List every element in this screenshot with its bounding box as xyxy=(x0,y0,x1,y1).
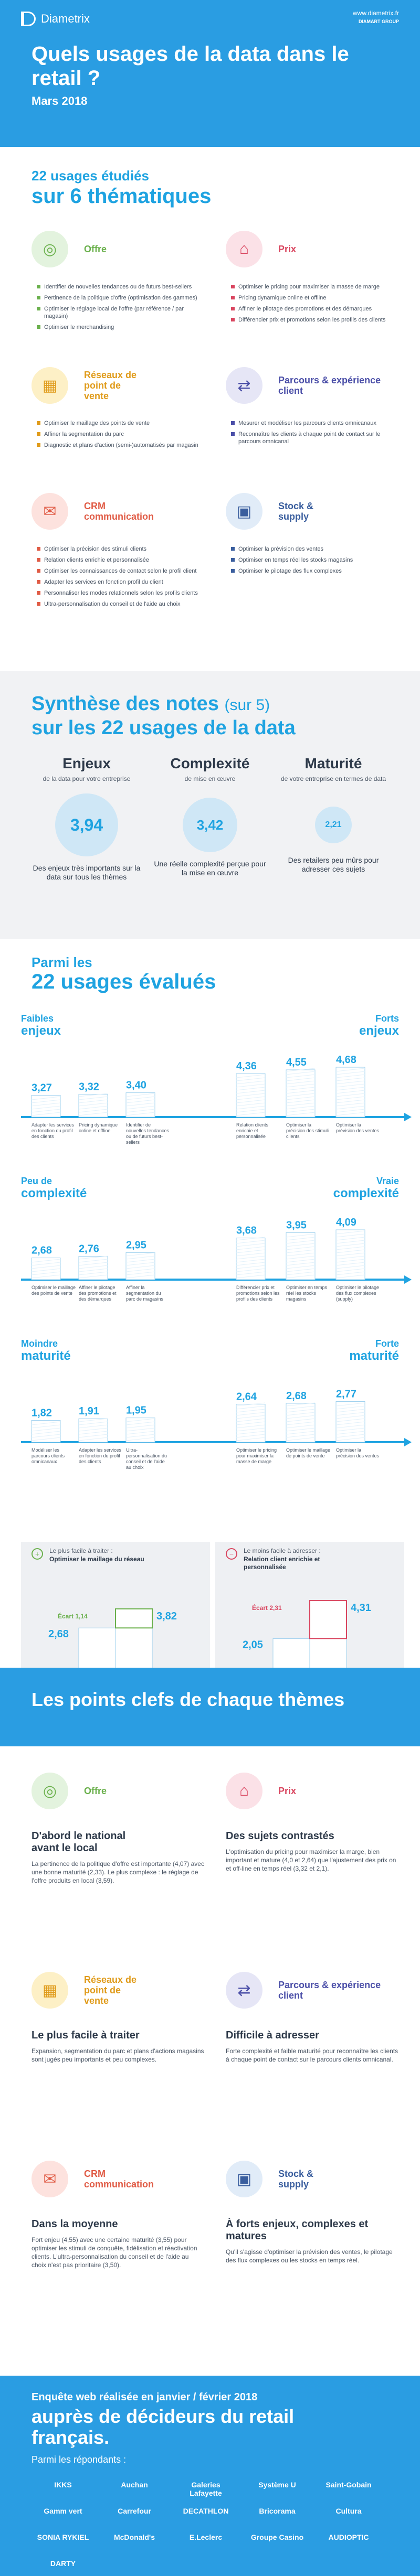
bar-label xyxy=(286,1122,331,1159)
brand-logo: E.Leclerc xyxy=(189,2533,223,2541)
bar-value: 3,95 xyxy=(286,1219,307,1231)
synthese-title-a: Synthèse des notes xyxy=(32,693,219,715)
maturite-bar xyxy=(79,1628,116,1673)
list-item: Diagnostic et plans d'action (semi-)automatisés par magasin xyxy=(37,442,200,449)
kp-parcours xyxy=(226,1972,399,2064)
evalues-title-small: Parmi les xyxy=(32,954,92,970)
list-item: Pertinence de la politique d'offre (optimisation des gammes) xyxy=(37,294,200,302)
usage-bar xyxy=(286,1070,315,1117)
usage-bar xyxy=(126,1093,155,1117)
list-item: Mesurer et modéliser les parcours clients omnicanaux xyxy=(231,420,394,427)
synthese-maturite xyxy=(276,755,391,874)
bar-label xyxy=(32,1285,76,1322)
usages-title-small: 22 usages étudiés xyxy=(32,168,149,184)
bar-value: 1,91 xyxy=(79,1405,99,1418)
target-icon: ◎ xyxy=(32,1773,68,1809)
bar-label xyxy=(336,1285,381,1322)
bar-value: 2,64 xyxy=(236,1391,257,1403)
axis-label-high: Forte maturité xyxy=(349,1338,399,1363)
brand-logo: SONIA RYKIEL xyxy=(37,2533,89,2541)
brand-logo: Auchan xyxy=(121,2481,148,2489)
usages-evalues-section xyxy=(0,939,420,1631)
minus-icon: − xyxy=(226,1548,237,1560)
syn-value: 2,21 xyxy=(315,807,352,843)
list-item: Optimiser le pricing pour maximiser la masse de marge xyxy=(231,283,394,291)
list-item: Reconnaître les clients à chaque point de contact sur le parcours omnicanal xyxy=(231,431,394,445)
list-item: Relation clients enrichie et personnalisée xyxy=(37,556,200,564)
synthese-complexite xyxy=(152,755,268,877)
maturite-value: 2,05 xyxy=(243,1639,263,1651)
bar-label xyxy=(126,1447,171,1484)
bar-label xyxy=(79,1122,123,1159)
maturite-value: 2,68 xyxy=(48,1628,69,1640)
points-clefs-banner xyxy=(0,1668,420,1746)
points-clefs-section xyxy=(0,1746,420,2376)
usages-section xyxy=(0,147,420,671)
brand-logo: Bricorama xyxy=(259,2507,296,2515)
axis-label-low: Faibles enjeux xyxy=(21,1013,61,1038)
brand-logo: Groupe Casino xyxy=(250,2533,304,2541)
bar-label-text: Adapter les services en fonction du profil des clients xyxy=(32,1122,75,1139)
crm-icon: ✉ xyxy=(32,2161,68,2197)
list-item: Optimiser le maillage des points de vente xyxy=(37,420,200,427)
logo-text: Diametrix xyxy=(41,12,90,25)
bar-label xyxy=(336,1447,381,1484)
points-clefs-title: Les points clefs de chaque thèmes xyxy=(32,1689,345,1710)
bar-label-text: Affiner le pilotage des promotions et des démarques xyxy=(79,1285,117,1302)
axis-label-high: Forts enjeux xyxy=(359,1013,399,1038)
list-item: Ultra-personnalisation du conseil et de l'aide au choix xyxy=(37,600,200,608)
usage-bar-chart xyxy=(0,1337,420,1484)
brand-logo: Cultura xyxy=(335,2507,362,2515)
theme-items xyxy=(37,420,200,453)
bar-value: 4,09 xyxy=(336,1217,356,1229)
bar-value: 2,77 xyxy=(336,1388,356,1400)
brand-logo: AUDIOPTIC xyxy=(328,2533,369,2541)
brand-logo: Carrefour xyxy=(118,2507,151,2515)
kp-body: Expansion, segmentation du parc et plans d'actions magasins sont jugés peu importants et peu complexes. xyxy=(32,2047,204,2063)
bar-label-text: Optimiser le pricing pour maximiser la masse de marge xyxy=(236,1447,277,1464)
price-tag-icon: ⌂ xyxy=(226,1773,262,1809)
theme-reseaux xyxy=(32,367,205,472)
bar-label-text: Pricing dynamique online et offline xyxy=(79,1122,118,1133)
syn-value: 3,42 xyxy=(183,798,237,852)
bar-label xyxy=(236,1285,281,1322)
bar-label xyxy=(32,1447,76,1484)
brand-logo: IKKS xyxy=(54,2481,72,2489)
axis-arrow-icon xyxy=(404,1113,412,1121)
bar-value: 3,40 xyxy=(126,1079,146,1091)
kp-head: À forts enjeux, complexes et matures xyxy=(226,2218,369,2242)
bar-label xyxy=(79,1447,123,1484)
brand-logo: DECATHLON xyxy=(183,2507,229,2515)
kp-name: Stock & supply xyxy=(278,2169,314,2189)
price-tag-icon: ⌂ xyxy=(226,231,262,267)
list-item: Optimiser les connaissances de contact selon le profil client xyxy=(37,567,200,575)
list-item: Différencier prix et promotions selon les profils des clients xyxy=(231,316,394,324)
theme-offre xyxy=(32,231,205,346)
axis-arrow-icon xyxy=(404,1438,412,1446)
syn-caption: Des enjeux très importants sur la data sur tous les thèmes xyxy=(33,864,141,881)
kp-body: La pertinence de la politique d'offre est importante (4,07) avec une bonne maturité (2,33). Le plus complexe : le réglage de l'offre produits en local (3,59). xyxy=(32,1860,204,1884)
usages-title-big: sur 6 thématiques xyxy=(32,185,212,208)
header xyxy=(0,0,420,147)
target-icon: ◎ xyxy=(32,231,68,267)
theme-name: Parcours & expérience client xyxy=(278,375,381,396)
syn-title: Enjeux xyxy=(62,755,111,771)
kp-name: Offre xyxy=(84,1786,107,1796)
ecart-value: Écart 2,31 xyxy=(252,1604,282,1612)
axis-label-high: Vraie complexité xyxy=(333,1176,399,1200)
theme-name: CRM communication xyxy=(84,501,154,522)
ecart-value: Écart 1,14 xyxy=(58,1612,88,1620)
bar-label-text: Adapter les services en fonction du profil des clients xyxy=(79,1447,122,1464)
box-icon: ▣ xyxy=(226,2161,262,2197)
enquete-footer xyxy=(0,2376,420,2576)
bar-label-text: Différencier prix et promotions selon les profils des clients xyxy=(236,1285,280,1302)
theme-crm xyxy=(32,493,205,661)
kp-reseaux xyxy=(32,1972,205,2064)
enquete-line1: Enquête web réalisée en janvier / février 2018 xyxy=(32,2391,258,2403)
kp-prix xyxy=(226,1773,399,1873)
brand-logo: McDonald's xyxy=(113,2533,155,2541)
bar-label-text: Modéliser les parcours clients omnicanaux xyxy=(32,1447,65,1464)
page-title: Quels usages de la data dans le retail ? xyxy=(32,42,349,90)
bar-label xyxy=(236,1447,281,1484)
usage-bar-chart xyxy=(0,1175,420,1322)
bar-label-text: Optimiser le maillage des points de vente xyxy=(32,1285,76,1296)
bar-label-text: Optimiser le maillage de points de vente xyxy=(286,1447,331,1458)
bar-label-text: Optimiser la précision des ventes xyxy=(336,1447,380,1458)
logo[interactable] xyxy=(21,12,90,26)
theme-name: Stock & supply xyxy=(278,501,314,522)
kp-head: Le plus facile à traiter xyxy=(32,2030,140,2041)
kp-body: Qu'il s'agisse d'optimiser la prévision des ventes, le pilotage des flux complexes ou les stocks en temps réel. xyxy=(226,2248,393,2264)
bar-label-text: Ultra-personnalisation du conseil et de l'aide au choix xyxy=(126,1447,167,1470)
bar-value: 3,32 xyxy=(79,1081,99,1093)
kp-offre xyxy=(32,1773,205,1885)
kp-head: Dans la moyenne xyxy=(32,2218,118,2230)
brand-logo: Gamm vert xyxy=(44,2507,82,2515)
box-icon: ▣ xyxy=(226,493,262,530)
plus-icon: + xyxy=(32,1548,43,1560)
syn-title: Maturité xyxy=(304,755,362,771)
enquete-line3: Parmi les répondants : xyxy=(32,2454,127,2465)
syn-sub: de mise en œuvre xyxy=(184,775,236,782)
enjeux-bar xyxy=(310,1601,346,1673)
bar-label xyxy=(286,1285,331,1322)
site-url[interactable]: www.diametrix.fr xyxy=(352,9,399,17)
syn-caption: Des retailers peu mûrs pour adresser ces sujets xyxy=(288,856,379,873)
list-item: Optimiser la prévision des ventes xyxy=(231,545,394,553)
list-item: Affiner le pilotage des promotions et des démarques xyxy=(231,305,394,313)
cmp-title: Relation client enrichie et personnalisée xyxy=(244,1555,320,1571)
theme-items xyxy=(231,283,394,327)
group-logo: DIAMART GROUP xyxy=(359,19,399,24)
list-item: Optimiser le merchandising xyxy=(37,324,200,331)
theme-name: Réseaux de point de vente xyxy=(84,370,137,401)
bar-label xyxy=(286,1447,331,1484)
bar-value: 2,76 xyxy=(79,1243,99,1255)
bar-label-text: Optimiser la précision des stimuli clients xyxy=(286,1122,329,1139)
theme-name: Offre xyxy=(84,244,107,254)
axis-arrow-icon xyxy=(404,1275,412,1284)
kp-name: Prix xyxy=(278,1786,297,1796)
evalues-title-big: 22 usages évalués xyxy=(32,970,216,993)
list-item: Optimiser la précision des stimuli clients xyxy=(37,545,200,553)
kp-head: Difficile à adresser xyxy=(226,2030,319,2041)
bar-label-text: Affiner la segmentation du parc de magasins xyxy=(126,1285,164,1302)
store-icon: ▦ xyxy=(32,1972,68,2009)
bar-value: 2,68 xyxy=(286,1390,307,1402)
syn-value: 3,94 xyxy=(55,793,118,856)
kp-head: Des sujets contrastés xyxy=(226,1830,334,1842)
list-item: Optimiser le pilotage des flux complexes xyxy=(231,567,394,575)
syn-title: Complexité xyxy=(170,755,250,771)
axis-label-low: Moindre maturité xyxy=(21,1338,71,1363)
store-icon: ▦ xyxy=(32,367,68,404)
kp-crm xyxy=(32,2161,205,2269)
theme-name: Prix xyxy=(278,244,297,254)
kp-name: CRM communication xyxy=(84,2169,154,2189)
bar-label-text: Optimiser le pilotage des flux complexes (supply) xyxy=(336,1285,380,1302)
kp-head: D'abord le national avant le local xyxy=(32,1830,126,1854)
theme-items xyxy=(231,420,394,449)
bar-value: 4,36 xyxy=(236,1060,257,1072)
kp-body: Fort enjeu (4,55) avec une certaine maturité (3,55) pour optimiser les stimuli de conquête, fidélisation et réactivation clients. L'ultra-personnalisation du conseil et de l'aide au choix n'est pas prioritaire (3,50). xyxy=(32,2236,197,2269)
kp-body: Forte complexité et faible maturité pour reconnaître les clients à chaque point de contact sur le parcours clients omnicanal. xyxy=(226,2047,398,2063)
list-item: Affiner la segmentation du parc xyxy=(37,431,200,438)
diametrix-logo-icon xyxy=(21,12,36,26)
axis-label-low: Peu de complexité xyxy=(21,1176,87,1200)
brand-logo: Système U xyxy=(258,2481,296,2489)
syn-caption: Une réelle complexité perçue pour la mise en œuvre xyxy=(154,860,266,877)
usage-bar xyxy=(126,1418,155,1442)
bar-value: 2,95 xyxy=(126,1239,146,1251)
bar-value: 2,68 xyxy=(32,1244,52,1257)
theme-stock xyxy=(226,493,399,608)
bar-value: 1,82 xyxy=(32,1407,52,1419)
bar-value: 4,55 xyxy=(286,1056,307,1068)
kp-stock xyxy=(226,2161,399,2264)
cmp-title: Optimiser le maillage du réseau xyxy=(49,1555,144,1563)
bar-value: 3,68 xyxy=(236,1225,257,1237)
synthese-title-b: sur les 22 usages de la data xyxy=(32,717,296,739)
bar-value: 3,27 xyxy=(32,1082,52,1094)
theme-items xyxy=(37,545,200,611)
theme-items xyxy=(231,545,394,578)
brand-logo: Saint-Gobain xyxy=(326,2481,372,2489)
synthese-title-a-small: (sur 5) xyxy=(224,696,270,714)
enjeux-bar xyxy=(116,1609,152,1673)
journey-icon: ⇄ xyxy=(226,1972,262,2009)
bar-value: 1,95 xyxy=(126,1404,146,1416)
list-item: Adapter les services en fonction profil du client xyxy=(37,578,200,586)
crm-icon: ✉ xyxy=(32,493,68,530)
theme-items xyxy=(37,283,200,335)
enquete-line2: auprès de décideurs du retail français. xyxy=(32,2406,295,2448)
list-item: Optimiser le réglage local de l'offre (par référence / par magasin) xyxy=(37,305,200,320)
bar-label-text: Optimiser en temps réel les stocks magasins xyxy=(286,1285,328,1302)
synthese-enjeux xyxy=(29,755,144,882)
bar-label xyxy=(32,1122,76,1159)
usage-bar xyxy=(286,1403,315,1442)
bar-label xyxy=(236,1122,281,1159)
journey-icon: ⇄ xyxy=(226,367,262,404)
synthese-section xyxy=(0,671,420,939)
bar-label xyxy=(79,1285,123,1322)
syn-sub: de votre entreprise en termes de data xyxy=(280,775,386,782)
bar-value: 4,68 xyxy=(336,1054,356,1066)
syn-sub: de la data pour votre entreprise xyxy=(43,775,131,782)
bar-label-text: Identifier de nouvelles tendances ou de futurs best-sellers xyxy=(126,1122,170,1145)
page-date: Mars 2018 xyxy=(32,94,88,108)
enjeux-value: 4,31 xyxy=(351,1602,371,1614)
list-item: Optimiser en temps réel les stocks magasins xyxy=(231,556,394,564)
usage-bar-chart xyxy=(0,1012,420,1159)
cmp-head: Le moins facile à adresser : xyxy=(244,1547,321,1554)
kp-body: L'optimisation du pricing pour maximiser la marge, bien important et mature (4,0 et 2,64) que l'ajustement des prix on et off-line en temps réel (3,32 et 2,1). xyxy=(226,1848,396,1872)
brand-logo: DARTY xyxy=(50,2559,76,2568)
theme-parcours xyxy=(226,367,399,472)
bar-label-text: Relation clients enrichie et personnalisée xyxy=(236,1122,269,1139)
bar-label-text: Optimiser la prévision des ventes xyxy=(336,1122,380,1133)
list-item: Personnaliser les modes relationnels selon les profils clients xyxy=(37,589,200,597)
brand-logo: Galeries Lafayette xyxy=(190,2481,222,2497)
kp-name: Réseaux de point de vente xyxy=(84,1974,137,2006)
bar-label xyxy=(126,1285,171,1322)
bar-label xyxy=(336,1122,381,1159)
list-item: Pricing dynamique online et offline xyxy=(231,294,394,302)
synthese-title xyxy=(32,692,270,717)
kp-name: Parcours & expérience client xyxy=(278,1980,381,2001)
enjeux-value: 3,82 xyxy=(156,1610,177,1622)
theme-prix xyxy=(226,231,399,346)
cmp-head: Le plus facile à traiter : xyxy=(49,1547,113,1554)
bar-label xyxy=(126,1122,171,1159)
usages-charts xyxy=(0,939,420,1526)
list-item: Identifier de nouvelles tendances ou de futurs best-sellers xyxy=(37,283,200,291)
